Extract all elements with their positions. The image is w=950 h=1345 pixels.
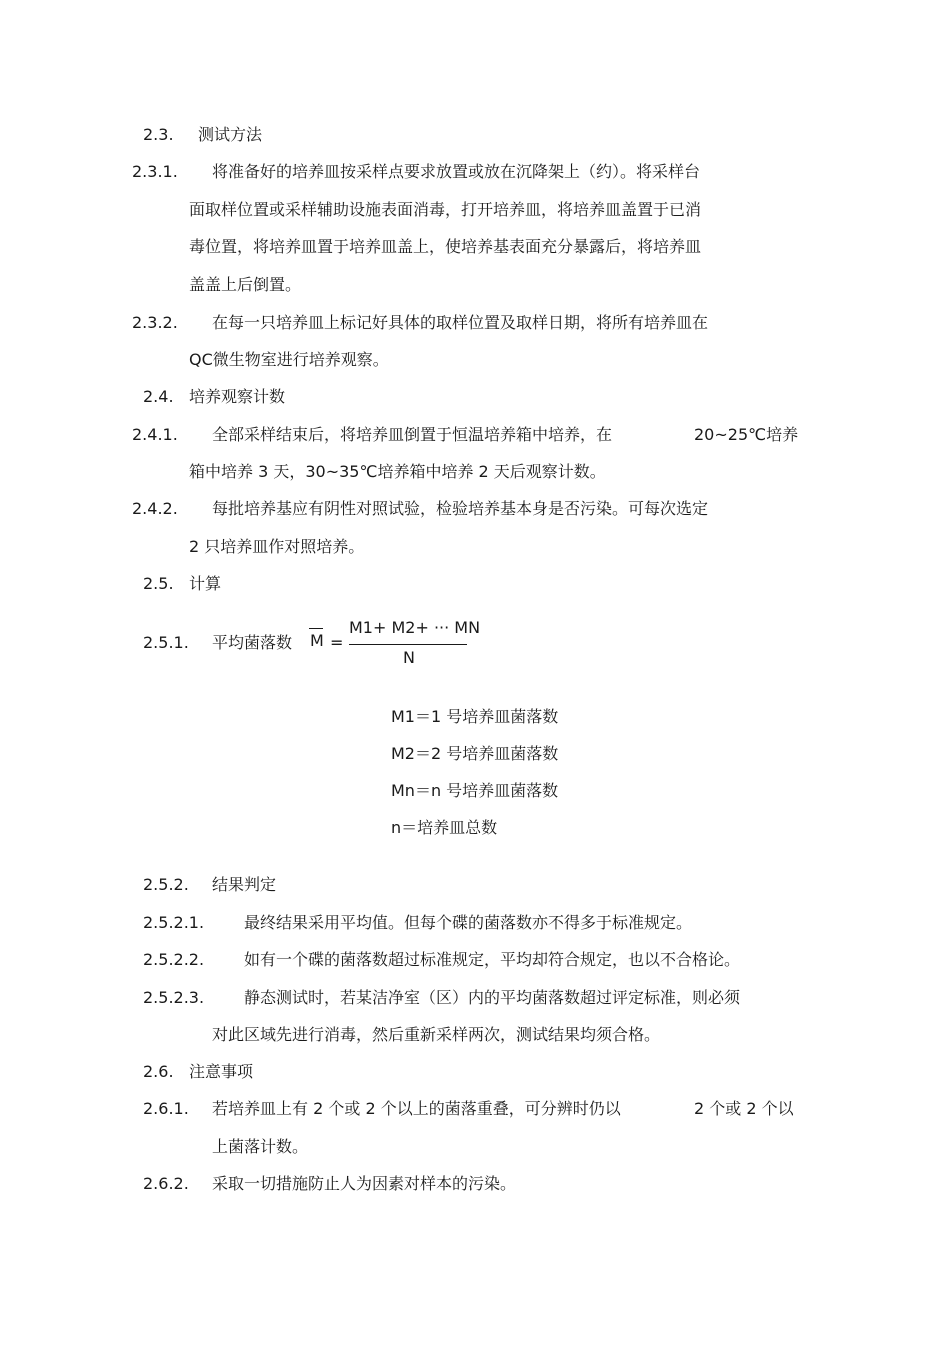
paragraph-line: 箱中培养 3 天，30~35℃培养箱中培养 2 天后观察计数。 [189, 462, 606, 481]
section-number: 2.5.2.2. [143, 950, 205, 969]
definition-line: Mn＝n 号培养皿菌落数 [391, 781, 559, 800]
section-number: 2.5. [143, 574, 174, 593]
section-number: 2.5.2.3. [143, 988, 205, 1007]
section-number: 2.5.1. [143, 633, 189, 652]
mean-symbol: M [310, 631, 324, 650]
section-number: 2.6.1. [143, 1099, 189, 1118]
section-number: 2.4. [143, 387, 174, 406]
mean-overbar [309, 628, 323, 629]
definition-line: M2＝2 号培养皿菌落数 [391, 744, 559, 763]
definition-line: n＝培养皿总数 [391, 818, 498, 837]
paragraph-line: 静态测试时，若某洁净室（区）内的平均菌落数超过评定标准，则必须 [244, 988, 741, 1007]
paragraph-line: 对此区域先进行消毒，然后重新采样两次，测试结果均须合格。 [212, 1025, 661, 1044]
section-number: 2.3. [143, 125, 174, 144]
paragraph-line: 在每一只培养皿上标记好具体的取样位置及取样日期，将所有培养皿在 [212, 313, 709, 332]
paragraph-line: 将准备好的培养皿按采样点要求放置或放在沉降架上（约）。将采样台 [212, 162, 701, 181]
equals-sign: = [330, 633, 344, 652]
paragraph-line: 全部采样结束后，将培养皿倒置于恒温培养箱中培养，在 [212, 425, 613, 444]
paragraph-line: 毒位置，将培养皿置于培养皿盖上，使培养基表面充分暴露后，将培养皿 [189, 237, 702, 256]
section-title: 培养观察计数 [189, 387, 286, 406]
fraction [349, 618, 481, 668]
section-title: 注意事项 [189, 1062, 254, 1081]
paragraph-line: 如有一个碟的菌落数超过标准规定，平均却符合规定，也以不合格论。 [244, 950, 741, 969]
paragraph-line: 每批培养基应有阴性对照试验，检验培养基本身是否污染。可每次选定 [212, 499, 709, 518]
section-number: 2.6.2. [143, 1174, 189, 1193]
fraction-denominator: N [403, 648, 415, 667]
formula-label: 平均菌落数 [212, 633, 293, 652]
fraction-numerator: M1+ M2+ ··· MN [349, 618, 481, 637]
paragraph-line: 20~25℃培养 [694, 425, 799, 444]
paragraph-line: 上菌落计数。 [212, 1137, 309, 1156]
section-title: 结果判定 [212, 875, 277, 894]
fraction-bar [349, 644, 467, 645]
paragraph-line: 盖盖上后倒置。 [189, 275, 302, 294]
paragraph-line: 采取一切措施防止人为因素对样本的污染。 [212, 1174, 517, 1193]
paragraph-line: 面取样位置或采样辅助设施表面消毒，打开培养皿，将培养皿盖置于已消 [189, 200, 702, 219]
section-number: 2.5.2. [143, 875, 189, 894]
paragraph-line: 最终结果采用平均值。但每个碟的菌落数亦不得多于标准规定。 [244, 913, 693, 932]
paragraph-line: 2 个或 2 个以 [694, 1099, 794, 1118]
section-number: 2.4.1. [132, 425, 178, 444]
paragraph-line: QC微生物室进行培养观察。 [189, 350, 389, 369]
section-number: 2.4.2. [132, 499, 178, 518]
section-number: 2.3.2. [132, 313, 178, 332]
paragraph-line: 若培养皿上有 2 个或 2 个以上的菌落重叠，可分辨时仍以 [212, 1099, 621, 1118]
section-number: 2.3.1. [132, 162, 178, 181]
section-title: 测试方法 [198, 125, 263, 144]
section-number: 2.6. [143, 1062, 174, 1081]
definition-line: M1＝1 号培养皿菌落数 [391, 707, 559, 726]
section-title: 计算 [189, 574, 222, 593]
section-number: 2.5.2.1. [143, 913, 205, 932]
paragraph-line: 2 只培养皿作对照培养。 [189, 537, 365, 556]
